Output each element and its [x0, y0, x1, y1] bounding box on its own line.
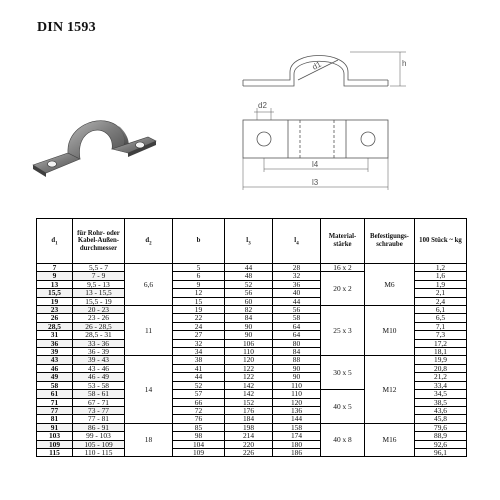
- cell-d1: 61: [37, 390, 73, 398]
- dimension-table: [36, 218, 467, 457]
- cell-weight: 45,8: [415, 415, 467, 423]
- header-b: b: [173, 219, 225, 264]
- header-l3: $l_3$: [225, 219, 273, 264]
- header-d1: $d_1$: [37, 219, 73, 264]
- cell-l4: 36: [273, 280, 321, 288]
- cell-l4: 90: [273, 373, 321, 381]
- cell-weight: 2,1: [415, 289, 467, 297]
- table-body: [37, 264, 467, 457]
- cell-b: 104: [173, 440, 225, 448]
- cell-d1: 31: [37, 331, 73, 339]
- cell-l3: 214: [225, 432, 273, 440]
- cell-l4: 84: [273, 348, 321, 356]
- cell-d1: 26: [37, 314, 73, 322]
- cell-d1: 71: [37, 398, 73, 406]
- cell-range: 20 - 23: [73, 306, 125, 314]
- cell-d1: 81: [37, 415, 73, 423]
- header-range: für Rohr- oder Kabel-Außen-durchmesser: [73, 219, 125, 264]
- cell-b: 76: [173, 415, 225, 423]
- cell-l4: 174: [273, 432, 321, 440]
- cell-l3: 90: [225, 331, 273, 339]
- cell-l4: 158: [273, 423, 321, 431]
- cell-b: 6: [173, 272, 225, 280]
- cell-l3: 48: [225, 272, 273, 280]
- cell-weight: 88,9: [415, 432, 467, 440]
- cell-weight: 1,6: [415, 272, 467, 280]
- cell-range: 13 - 15,5: [73, 289, 125, 297]
- cell-d1: 36: [37, 339, 73, 347]
- cell-d1: 9: [37, 272, 73, 280]
- cell-l3: 122: [225, 373, 273, 381]
- cell-range: 5,5 - 7: [73, 264, 125, 272]
- cell-range: 43 - 46: [73, 364, 125, 372]
- cell-range: 99 - 103: [73, 432, 125, 440]
- cell-range: 46 - 49: [73, 373, 125, 381]
- cell-b: 15: [173, 297, 225, 305]
- cell-l4: 40: [273, 289, 321, 297]
- cell-d1: 77: [37, 406, 73, 414]
- cell-l3: 198: [225, 423, 273, 431]
- cell-range: 77 - 81: [73, 415, 125, 423]
- cell-range: 105 - 109: [73, 440, 125, 448]
- cell-l3: 110: [225, 348, 273, 356]
- cell-material: 16 x 2: [321, 264, 365, 272]
- cell-material: 40 x 8: [321, 423, 365, 457]
- cell-b: 24: [173, 322, 225, 330]
- cell-l3: 90: [225, 322, 273, 330]
- cell-l3: 52: [225, 280, 273, 288]
- cell-l4: 64: [273, 322, 321, 330]
- cell-d2: 6,6: [125, 264, 173, 306]
- cell-range: 7 - 9: [73, 272, 125, 280]
- cell-d1: 23: [37, 306, 73, 314]
- cell-d2: 14: [125, 356, 173, 423]
- cell-material: 40 x 5: [321, 390, 365, 424]
- header-l4: $l_4$: [273, 219, 321, 264]
- cell-d1: 91: [37, 423, 73, 431]
- table-header-row: [37, 219, 467, 264]
- cell-d1: 46: [37, 364, 73, 372]
- cell-l3: 60: [225, 297, 273, 305]
- header-weight: 100 Stück ~ kg: [415, 219, 467, 264]
- cell-b: 22: [173, 314, 225, 322]
- cell-range: 15,5 - 19: [73, 297, 125, 305]
- cell-d1: 58: [37, 381, 73, 389]
- cell-d1: 7: [37, 264, 73, 272]
- cell-d2: 18: [125, 423, 173, 457]
- technical-drawing: [228, 30, 418, 205]
- cell-l4: 80: [273, 339, 321, 347]
- cell-l3: 152: [225, 398, 273, 406]
- l3-dimension-label: l3: [312, 178, 319, 187]
- header-material: Material-stärke: [321, 219, 365, 264]
- cell-b: 52: [173, 381, 225, 389]
- cell-range: 36 - 39: [73, 348, 125, 356]
- cell-l3: 184: [225, 415, 273, 423]
- cell-l3: 106: [225, 339, 273, 347]
- cell-weight: 7,1: [415, 322, 467, 330]
- cell-l4: 32: [273, 272, 321, 280]
- cell-range: 110 - 115: [73, 448, 125, 456]
- cell-range: 73 - 77: [73, 406, 125, 414]
- cell-b: 9: [173, 280, 225, 288]
- cell-weight: 20,8: [415, 364, 467, 372]
- cell-d1: 28,5: [37, 322, 73, 330]
- cell-screw: M6: [365, 264, 415, 306]
- cell-b: 109: [173, 448, 225, 456]
- cell-weight: 33,4: [415, 381, 467, 389]
- cell-weight: 7,3: [415, 331, 467, 339]
- cell-range: 23 - 26: [73, 314, 125, 322]
- cell-d1: 115: [37, 448, 73, 456]
- cell-l3: 176: [225, 406, 273, 414]
- cell-weight: 6,1: [415, 306, 467, 314]
- cell-b: 66: [173, 398, 225, 406]
- d1-dimension-label: d1: [310, 59, 323, 72]
- cell-l3: 84: [225, 314, 273, 322]
- cell-range: 58 - 61: [73, 390, 125, 398]
- cell-range: 53 - 58: [73, 381, 125, 389]
- cell-l3: 142: [225, 390, 273, 398]
- cell-weight: 96,1: [415, 448, 467, 456]
- cell-d1: 15,5: [37, 289, 73, 297]
- cell-material: 30 x 5: [321, 356, 365, 390]
- cell-l4: 28: [273, 264, 321, 272]
- cell-b: 32: [173, 339, 225, 347]
- clamp-photo-image: [28, 105, 178, 195]
- cell-d1: 103: [37, 432, 73, 440]
- cell-screw: M12: [365, 356, 415, 423]
- cell-range: 86 - 91: [73, 423, 125, 431]
- cell-l3: 142: [225, 381, 273, 389]
- cell-b: 5: [173, 264, 225, 272]
- cell-weight: 34,5: [415, 390, 467, 398]
- cell-weight: 1,2: [415, 264, 467, 272]
- cell-weight: 38,5: [415, 398, 467, 406]
- cell-range: 26 - 28,5: [73, 322, 125, 330]
- cell-weight: 1,9: [415, 280, 467, 288]
- cell-weight: 43,6: [415, 406, 467, 414]
- cell-b: 38: [173, 356, 225, 364]
- cell-d1: 43: [37, 356, 73, 364]
- cell-l4: 180: [273, 440, 321, 448]
- cell-l4: 136: [273, 406, 321, 414]
- cell-b: 72: [173, 406, 225, 414]
- cell-range: 39 - 43: [73, 356, 125, 364]
- cell-d1: 19: [37, 297, 73, 305]
- cell-range: 67 - 71: [73, 398, 125, 406]
- cell-range: 28,5 - 31: [73, 331, 125, 339]
- cell-range: 33 - 36: [73, 339, 125, 347]
- cell-d1: 13: [37, 280, 73, 288]
- cell-d1: 39: [37, 348, 73, 356]
- h-dimension-label: h: [402, 59, 407, 68]
- cell-weight: 21,2: [415, 373, 467, 381]
- cell-weight: 6,5: [415, 314, 467, 322]
- cell-l4: 110: [273, 381, 321, 389]
- cell-d2: 11: [125, 306, 173, 356]
- cell-l3: 56: [225, 289, 273, 297]
- cell-material: 20 x 2: [321, 272, 365, 306]
- cell-l4: 58: [273, 314, 321, 322]
- cell-l4: 64: [273, 331, 321, 339]
- cell-l3: 220: [225, 440, 273, 448]
- cell-b: 44: [173, 373, 225, 381]
- cell-weight: 92,6: [415, 440, 467, 448]
- cell-l4: 120: [273, 398, 321, 406]
- cell-l3: 122: [225, 364, 273, 372]
- cell-b: 57: [173, 390, 225, 398]
- cell-l4: 88: [273, 356, 321, 364]
- cell-b: 19: [173, 306, 225, 314]
- cell-d1: 49: [37, 373, 73, 381]
- cell-range: 9,5 - 13: [73, 280, 125, 288]
- cell-weight: 79,6: [415, 423, 467, 431]
- cell-d1: 109: [37, 440, 73, 448]
- cell-l4: 44: [273, 297, 321, 305]
- cell-l3: 44: [225, 264, 273, 272]
- cell-l4: 144: [273, 415, 321, 423]
- cell-l3: 82: [225, 306, 273, 314]
- cell-l4: 56: [273, 306, 321, 314]
- cell-b: 98: [173, 432, 225, 440]
- cell-weight: 19,9: [415, 356, 467, 364]
- header-d2: $d_2$: [125, 219, 173, 264]
- l4-dimension-label: l4: [312, 160, 319, 169]
- header-screw: Befestigungs-schraube: [365, 219, 415, 264]
- cell-weight: 17,2: [415, 339, 467, 347]
- cell-l4: 186: [273, 448, 321, 456]
- cell-screw: M10: [365, 306, 415, 356]
- cell-b: 85: [173, 423, 225, 431]
- cell-b: 27: [173, 331, 225, 339]
- cell-screw: M16: [365, 423, 415, 457]
- cell-l3: 120: [225, 356, 273, 364]
- cell-b: 34: [173, 348, 225, 356]
- d2-dimension-label: d2: [258, 101, 267, 110]
- cell-weight: 2,4: [415, 297, 467, 305]
- cell-l4: 110: [273, 390, 321, 398]
- cell-b: 41: [173, 364, 225, 372]
- cell-l4: 90: [273, 364, 321, 372]
- cell-weight: 18,1: [415, 348, 467, 356]
- cell-b: 12: [173, 289, 225, 297]
- cell-l3: 226: [225, 448, 273, 456]
- document-title: DIN 1593: [37, 20, 96, 35]
- cell-material: 25 x 3: [321, 306, 365, 356]
